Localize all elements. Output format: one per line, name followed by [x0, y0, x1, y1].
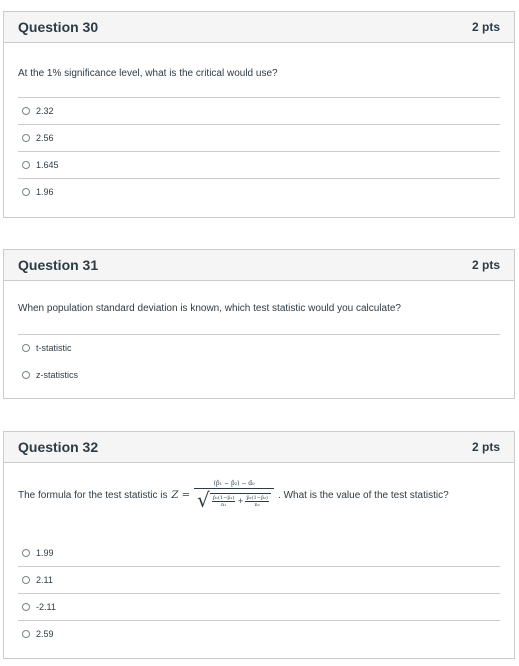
answer-option[interactable]: [18, 124, 500, 151]
answer-label: 2.59: [36, 629, 54, 639]
formula-fraction: [194, 480, 274, 510]
question-title: Question 32: [18, 439, 99, 455]
denominator-term-1: [212, 495, 236, 508]
answer-option[interactable]: [18, 151, 500, 178]
question-title: Question 31: [18, 257, 99, 273]
radio-button[interactable]: [22, 371, 30, 379]
answer-label: 1.96: [36, 187, 54, 197]
radio-button[interactable]: [22, 107, 30, 115]
answer-label: z-statistics: [36, 369, 79, 380]
question-points: 2 pts: [471, 440, 500, 454]
question-30-card: [3, 11, 515, 218]
term-1-bottom: n₁: [220, 501, 227, 508]
answer-option[interactable]: [18, 334, 500, 361]
answer-option[interactable]: [18, 593, 500, 620]
radio-button[interactable]: [22, 134, 30, 142]
question-points: 2 pts: [471, 20, 500, 34]
question-title: Question 30: [18, 19, 99, 35]
question-text-before: The formula for the test statistic is: [18, 489, 168, 501]
radio-button[interactable]: [22, 576, 30, 584]
answer-label: -2.11: [36, 602, 56, 612]
radio-button[interactable]: [22, 344, 30, 352]
question-text: [18, 480, 449, 510]
radio-button[interactable]: [22, 630, 30, 638]
term-1-top: p̂₁(1−p̂₁): [212, 494, 235, 501]
plus-sign: +: [237, 497, 244, 505]
answer-option[interactable]: [18, 566, 500, 593]
question-text-after: . What is the value of the test statistic?: [278, 489, 449, 501]
radio-button[interactable]: [22, 549, 30, 557]
answer-option[interactable]: [18, 620, 500, 647]
question-32-card: [3, 431, 515, 659]
answer-label: 1.99: [36, 547, 54, 558]
question-header: [4, 432, 514, 463]
answer-label: 1.645: [36, 160, 59, 170]
question-header: [4, 250, 514, 281]
test-statistic-formula: [172, 480, 275, 510]
answer-option[interactable]: [18, 178, 500, 205]
denominator-term-2: [245, 495, 269, 508]
formula-lhs: Z =: [171, 489, 191, 501]
radio-button[interactable]: [22, 188, 30, 196]
question-text: When population standard deviation is known, which test statistic would you calculate?: [18, 303, 401, 314]
answer-list: [18, 97, 500, 205]
radio-button[interactable]: [22, 603, 30, 611]
formula-denominator: [197, 490, 271, 510]
sqrt-body: [210, 493, 271, 508]
answer-option[interactable]: [18, 539, 500, 566]
answer-list: [18, 334, 500, 388]
answer-label: t-statistic: [36, 343, 72, 353]
answer-option[interactable]: [18, 97, 500, 124]
answer-label: 2.56: [36, 133, 54, 143]
radio-button[interactable]: [22, 161, 30, 169]
formula-numerator: (p̂₁ − p̂₂) − d₀: [194, 480, 274, 489]
sqrt-symbol: √: [197, 488, 210, 512]
answer-list: [18, 539, 500, 647]
answer-label: 2.11: [36, 575, 53, 585]
term-2-bottom: n₂: [254, 501, 260, 508]
question-points: 2 pts: [471, 258, 500, 272]
question-text: At the 1% significance level, what is the critical would use?: [18, 68, 278, 79]
term-2-top: p̂₂(1−p̂₂): [246, 494, 269, 501]
answer-label: 2.32: [36, 106, 54, 116]
question-31-card: [3, 249, 515, 399]
question-header: [4, 12, 514, 43]
answer-option[interactable]: [18, 361, 500, 388]
